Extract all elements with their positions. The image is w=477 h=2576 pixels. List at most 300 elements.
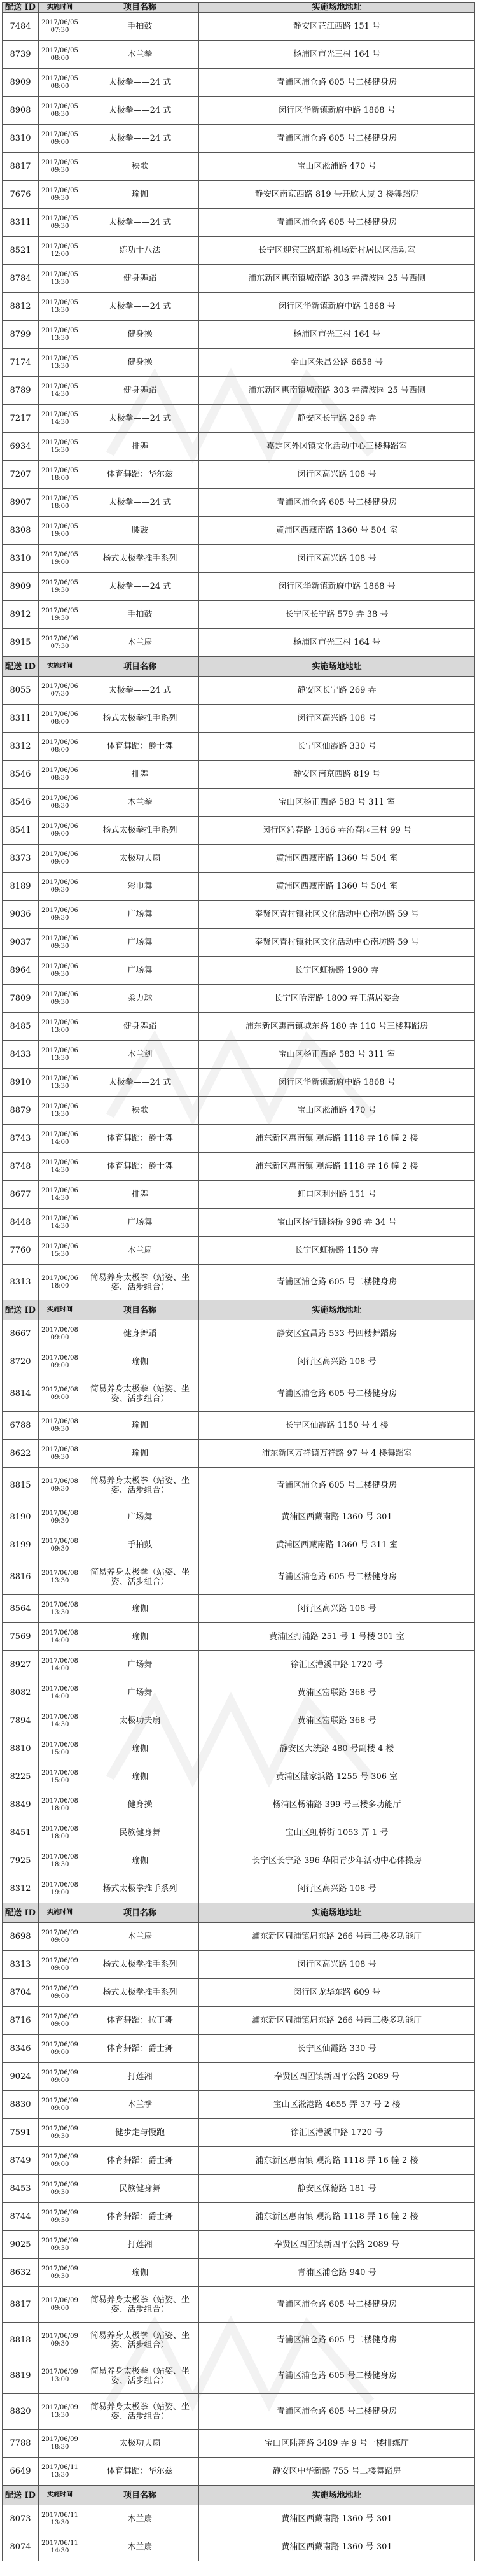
- table-row: [3, 125, 475, 153]
- cell-address: 实施场地地址: [199, 1300, 475, 1320]
- table-row: [3, 293, 475, 321]
- cell-item: 瑜伽: [81, 1763, 199, 1791]
- cell-address: 青浦区浦仓路 605 号二楼健身房: [199, 69, 475, 97]
- cell-id: 7207: [3, 461, 39, 489]
- cell-address: 长宁区仙霞路 330 号: [199, 733, 475, 761]
- table-row: [3, 1265, 475, 1300]
- table-row: [3, 1209, 475, 1237]
- cell-id: 8814: [3, 1376, 39, 1412]
- cell-address: 青浦区浦仓路 605 号二楼健身房: [199, 209, 475, 237]
- table-row: [3, 181, 475, 209]
- cell-id: 8074: [3, 2533, 39, 2561]
- cell-id: 8312: [3, 1875, 39, 1903]
- cell-id: 8546: [3, 761, 39, 789]
- cell-item: 木兰扇: [81, 2505, 199, 2533]
- cell-time: 2017/06/11 13:30: [39, 2458, 81, 2486]
- cell-address: 宝山区淞港路 4655 弄 37 号 2 楼: [199, 2091, 475, 2119]
- table-row: [3, 2533, 475, 2561]
- cell-id: 配送 ID: [3, 657, 39, 677]
- table-row: [3, 1041, 475, 1069]
- cell-time: 2017/06/05 19:00: [39, 545, 81, 573]
- cell-id: 8849: [3, 1791, 39, 1819]
- schedule-table: [2, 2, 475, 2561]
- cell-id: 8373: [3, 845, 39, 873]
- cell-id: 8564: [3, 1595, 39, 1623]
- cell-id: 8225: [3, 1763, 39, 1791]
- table-row: [3, 2035, 475, 2063]
- cell-address: 嘉定区外冈镇文化活动中心三楼舞蹈室: [199, 433, 475, 461]
- table-row: [3, 1412, 475, 1440]
- table-row: [3, 517, 475, 545]
- cell-address: 长宁区仙霞路 330 号: [199, 2035, 475, 2063]
- cell-id: 6788: [3, 1412, 39, 1440]
- cell-address: 奉贤区四团镇新四平公路 2089 号: [199, 2231, 475, 2259]
- table-row: [3, 545, 475, 573]
- cell-item: 简易养身太极拳（站姿、坐姿、活步组合）: [81, 1265, 199, 1300]
- cell-item: 健身操: [81, 321, 199, 349]
- cell-id: 8817: [3, 153, 39, 181]
- cell-time: 2017/06/06 07:30: [39, 629, 81, 657]
- cell-item: 简易养身太极拳（站姿、坐姿、活步组合）: [81, 1376, 199, 1412]
- cell-time: 2017/06/05 09:30: [39, 209, 81, 237]
- cell-item: 项目名称: [81, 1903, 199, 1923]
- cell-id: 8199: [3, 1531, 39, 1559]
- cell-item: 太极拳——24 式: [81, 1069, 199, 1097]
- cell-item: 木兰扇: [81, 1237, 199, 1265]
- cell-item: 简易养身太极拳（站姿、坐姿、活步组合）: [81, 1559, 199, 1595]
- table-row: [3, 2287, 475, 2323]
- cell-address: 青浦区浦仓路 605 号二楼健身房: [199, 2323, 475, 2358]
- cell-id: 8908: [3, 97, 39, 125]
- table-row: [3, 2259, 475, 2287]
- cell-time: 2017/06/06 13:30: [39, 1069, 81, 1097]
- cell-time: 2017/06/06 09:00: [39, 817, 81, 845]
- cell-item: 广场舞: [81, 929, 199, 957]
- cell-time: 2017/06/05 19:30: [39, 601, 81, 629]
- cell-time: 2017/06/09 13:00: [39, 2358, 81, 2394]
- cell-id: 7894: [3, 1707, 39, 1735]
- cell-address: 实施场地地址: [199, 657, 475, 677]
- cell-item: 排舞: [81, 761, 199, 789]
- cell-item: 杨式太极拳推手系列: [81, 1951, 199, 1979]
- table-row: [3, 69, 475, 97]
- cell-address: 青浦区浦仓路 605 号二楼健身房: [199, 2394, 475, 2430]
- cell-item: 木兰扇: [81, 1923, 199, 1951]
- table-row: [3, 1763, 475, 1791]
- cell-id: 7569: [3, 1623, 39, 1651]
- cell-item: 练功十八法: [81, 237, 199, 265]
- cell-time: 2017/06/06 14:30: [39, 1209, 81, 1237]
- table-row: [3, 1181, 475, 1209]
- cell-id: 8815: [3, 1468, 39, 1503]
- cell-id: 8907: [3, 489, 39, 517]
- cell-time: 2017/06/08 14:00: [39, 1651, 81, 1679]
- cell-id: 8667: [3, 1320, 39, 1348]
- cell-time: 2017/06/05 13:30: [39, 321, 81, 349]
- cell-item: 木兰扇: [81, 2533, 199, 2561]
- cell-item: 木兰拳: [81, 789, 199, 817]
- table-row: [3, 461, 475, 489]
- cell-time: 2017/06/06 14:30: [39, 1181, 81, 1209]
- cell-item: 木兰拳: [81, 2091, 199, 2119]
- cell-address: 宝山区陆翔路 3489 弄 9 号一楼排练厅: [199, 2430, 475, 2458]
- cell-item: 体育舞蹈：拉丁舞: [81, 2007, 199, 2035]
- cell-item: 广场舞: [81, 957, 199, 985]
- table-row: [3, 2091, 475, 2119]
- cell-address: 金山区朱昌公路 6658 号: [199, 349, 475, 377]
- cell-id: 8789: [3, 377, 39, 405]
- schedule-document: [2, 2, 475, 2561]
- cell-time: 2017/06/05 13:30: [39, 293, 81, 321]
- table-row: [3, 1559, 475, 1595]
- table-row: [3, 677, 475, 705]
- cell-item: 体育舞蹈：爵士舞: [81, 2035, 199, 2063]
- table-row: [3, 2147, 475, 2175]
- cell-item: 瑜伽: [81, 1412, 199, 1440]
- cell-time: 2017/06/08 09:00: [39, 1348, 81, 1376]
- cell-id: 8879: [3, 1097, 39, 1125]
- cell-id: 8082: [3, 1679, 39, 1707]
- cell-address: 宝山区淞浦路 470 号: [199, 1097, 475, 1125]
- cell-item: 简易养身太极拳（站姿、坐姿、活步组合）: [81, 2394, 199, 2430]
- table-row: [3, 1468, 475, 1503]
- cell-item: 木兰剑: [81, 1041, 199, 1069]
- cell-id: 8749: [3, 2147, 39, 2175]
- cell-id: 8819: [3, 2358, 39, 2394]
- table-row: [3, 1819, 475, 1847]
- cell-address: 黄浦区富联路 368 号: [199, 1707, 475, 1735]
- cell-id: 8310: [3, 545, 39, 573]
- cell-item: 排舞: [81, 1181, 199, 1209]
- cell-id: 8308: [3, 517, 39, 545]
- cell-item: 健身舞蹈: [81, 1013, 199, 1041]
- cell-id: 8910: [3, 1069, 39, 1097]
- table-row: [3, 629, 475, 657]
- cell-time: 2017/06/08 18:30: [39, 1847, 81, 1875]
- cell-address: 杨浦区市光三村 164 号: [199, 629, 475, 657]
- cell-address: 实施场地地址: [199, 2486, 475, 2505]
- cell-address: 青浦区浦仓路 605 号二楼健身房: [199, 125, 475, 153]
- cell-item: 彩巾舞: [81, 873, 199, 901]
- table-row: [3, 573, 475, 601]
- cell-address: 杨浦区市光三村 164 号: [199, 321, 475, 349]
- cell-address: 宝山区淞浦路 470 号: [199, 153, 475, 181]
- cell-item: 排舞: [81, 433, 199, 461]
- table-row: [3, 153, 475, 181]
- cell-address: 静安区南京西路 819 号: [199, 761, 475, 789]
- col-header-time: 实施时间: [39, 3, 81, 13]
- cell-time: 2017/06/11 14:30: [39, 2533, 81, 2561]
- cell-time: 2017/06/08 19:00: [39, 1875, 81, 1903]
- cell-address: 浦东新区周浦镇周东路 266 号南三楼多功能厅: [199, 1923, 475, 1951]
- table-row: [3, 1531, 475, 1559]
- table-row: [3, 377, 475, 405]
- cell-id: 8313: [3, 1951, 39, 1979]
- cell-address: 闵行区华新镇新府中路 1868 号: [199, 1069, 475, 1097]
- cell-id: 7484: [3, 13, 39, 41]
- cell-address: 黄浦区西藏南路 1360 号 504 室: [199, 845, 475, 873]
- cell-item: 健身舞蹈: [81, 1320, 199, 1348]
- cell-address: 浦东新区惠南镇 观海路 1118 弄 16 幢 2 楼: [199, 1153, 475, 1181]
- cell-item: 广场舞: [81, 1503, 199, 1531]
- cell-item: 柔力球: [81, 985, 199, 1013]
- cell-id: 9037: [3, 929, 39, 957]
- cell-item: 健身操: [81, 349, 199, 377]
- cell-id: 7925: [3, 1847, 39, 1875]
- cell-id: 8964: [3, 957, 39, 985]
- table-row: [3, 1923, 475, 1951]
- cell-address: 静安区保德路 181 号: [199, 2175, 475, 2203]
- cell-item: 体育舞蹈：爵士舞: [81, 733, 199, 761]
- col-header-item: 项目名称: [81, 3, 199, 13]
- cell-id: 7809: [3, 985, 39, 1013]
- cell-id: 8448: [3, 1209, 39, 1237]
- cell-time: 2017/06/08 09:00: [39, 1376, 81, 1412]
- cell-address: 闵行区高兴路 108 号: [199, 1595, 475, 1623]
- cell-time: 2017/06/05 18:00: [39, 489, 81, 517]
- cell-item: 腰鼓: [81, 517, 199, 545]
- table-row: [3, 1153, 475, 1181]
- cell-time: 2017/06/06 07:30: [39, 677, 81, 705]
- cell-time: 2017/06/06 13:00: [39, 1013, 81, 1041]
- cell-time: 2017/06/08 18:00: [39, 1791, 81, 1819]
- cell-address: 虹口区利州路 151 号: [199, 1181, 475, 1209]
- cell-address: 青浦区浦仓路 605 号二楼健身房: [199, 2358, 475, 2394]
- table-row: [3, 1237, 475, 1265]
- table-row: [3, 789, 475, 817]
- cell-address: 杨浦区市光三村 164 号: [199, 41, 475, 69]
- table-row: [3, 1651, 475, 1679]
- cell-address: 青浦区浦仓路 605 号二楼健身房: [199, 1376, 475, 1412]
- cell-time: 2017/06/08 14:00: [39, 1623, 81, 1651]
- cell-item: 杨式太极拳推手系列: [81, 817, 199, 845]
- cell-time: 2017/06/09 09:00: [39, 2063, 81, 2091]
- cell-id: 8190: [3, 1503, 39, 1531]
- cell-address: 奉贤区四团镇新四平公路 2089 号: [199, 2063, 475, 2091]
- cell-id: 6934: [3, 433, 39, 461]
- cell-id: 8189: [3, 873, 39, 901]
- cell-address: 实施场地地址: [199, 1903, 475, 1923]
- cell-time: 2017/06/09 09:00: [39, 1923, 81, 1951]
- cell-id: 8433: [3, 1041, 39, 1069]
- cell-item: 体育舞蹈：爵士舞: [81, 1153, 199, 1181]
- cell-time: 2017/06/06 08:30: [39, 789, 81, 817]
- table-row: [3, 873, 475, 901]
- cell-time: 实施时间: [39, 1300, 81, 1320]
- table-row: [3, 2119, 475, 2147]
- cell-id: 8346: [3, 2035, 39, 2063]
- cell-time: 2017/06/06 09:30: [39, 957, 81, 985]
- cell-item: 手拍鼓: [81, 1531, 199, 1559]
- table-row: [3, 1125, 475, 1153]
- table-header-row: [3, 3, 475, 13]
- cell-item: 健身操: [81, 1791, 199, 1819]
- table-row: [3, 1069, 475, 1097]
- cell-time: 2017/06/05 18:00: [39, 461, 81, 489]
- cell-address: 静安区宜昌路 533 号四楼舞蹈房: [199, 1320, 475, 1348]
- cell-time: 2017/06/06 09:00: [39, 845, 81, 873]
- cell-item: 瑜伽: [81, 1735, 199, 1763]
- cell-time: 2017/06/05 13:30: [39, 265, 81, 293]
- cell-id: 8622: [3, 1440, 39, 1468]
- cell-time: 2017/06/09 09:30: [39, 2175, 81, 2203]
- cell-item: 简易养身太极拳（站姿、坐姿、活步组合）: [81, 1468, 199, 1503]
- table-row: [3, 1979, 475, 2007]
- cell-id: 8677: [3, 1181, 39, 1209]
- cell-item: 项目名称: [81, 1300, 199, 1320]
- table-row: [3, 1595, 475, 1623]
- cell-id: 7788: [3, 2430, 39, 2458]
- cell-time: 2017/06/06 13:30: [39, 1097, 81, 1125]
- cell-id: 8927: [3, 1651, 39, 1679]
- cell-address: 黄浦区西藏南路 1360 号 301: [199, 2505, 475, 2533]
- cell-item: 杨式太极拳推手系列: [81, 1875, 199, 1903]
- table-row: [3, 2458, 475, 2486]
- cell-time: 2017/06/08 15:00: [39, 1763, 81, 1791]
- cell-address: 黄浦区西藏南路 1360 号 311 室: [199, 1531, 475, 1559]
- table-row: [3, 209, 475, 237]
- table-header-row: [3, 1300, 475, 1320]
- cell-id: 8312: [3, 733, 39, 761]
- cell-item: 体育舞蹈：爵士舞: [81, 1125, 199, 1153]
- cell-time: 2017/06/08 09:30: [39, 1440, 81, 1468]
- cell-time: 2017/06/09 09:00: [39, 2147, 81, 2175]
- cell-address: 闵行区高兴路 108 号: [199, 1875, 475, 1903]
- table-row: [3, 2063, 475, 2091]
- cell-item: 广场舞: [81, 1651, 199, 1679]
- table-row: [3, 1735, 475, 1763]
- cell-id: 8632: [3, 2259, 39, 2287]
- cell-item: 杨式太极拳推手系列: [81, 705, 199, 733]
- cell-time: 2017/06/05 07:30: [39, 13, 81, 41]
- cell-time: 2017/06/06 18:00: [39, 1265, 81, 1300]
- cell-address: 黄浦区西藏南路 1360 号 301: [199, 1503, 475, 1531]
- cell-time: 2017/06/08 13:30: [39, 1595, 81, 1623]
- table-row: [3, 601, 475, 629]
- cell-item: 瑜伽: [81, 1847, 199, 1875]
- cell-id: 8830: [3, 2091, 39, 2119]
- cell-item: 健身舞蹈: [81, 377, 199, 405]
- cell-time: 2017/06/06 14:00: [39, 1125, 81, 1153]
- cell-item: 太极拳——24 式: [81, 209, 199, 237]
- cell-id: 8743: [3, 1125, 39, 1153]
- cell-id: 配送 ID: [3, 2486, 39, 2505]
- table-row: [3, 1951, 475, 1979]
- cell-address: 闵行区高兴路 108 号: [199, 705, 475, 733]
- cell-time: 2017/06/05 13:30: [39, 349, 81, 377]
- cell-time: 2017/06/08 14:00: [39, 1679, 81, 1707]
- cell-id: 8820: [3, 2394, 39, 2430]
- cell-address: 浦东新区周浦镇周东路 266 号南三楼多功能厅: [199, 2007, 475, 2035]
- cell-id: 8799: [3, 321, 39, 349]
- cell-id: 7217: [3, 405, 39, 433]
- table-row: [3, 237, 475, 265]
- cell-id: 8784: [3, 265, 39, 293]
- cell-item: 瑜伽: [81, 181, 199, 209]
- cell-address: 青浦区浦仓路 605 号二楼健身房: [199, 1265, 475, 1300]
- cell-item: 体育舞蹈：爵士舞: [81, 2203, 199, 2231]
- table-row: [3, 705, 475, 733]
- cell-id: 8698: [3, 1923, 39, 1951]
- cell-address: 奉贤区青村镇社区文化活动中心南坊路 59 号: [199, 901, 475, 929]
- cell-time: 2017/06/11 13:30: [39, 2505, 81, 2533]
- cell-address: 静安区长宁路 269 弄: [199, 405, 475, 433]
- cell-item: 广场舞: [81, 1209, 199, 1237]
- cell-item: 瑜伽: [81, 1623, 199, 1651]
- cell-id: 8812: [3, 293, 39, 321]
- cell-time: 2017/06/08 09:30: [39, 1412, 81, 1440]
- table-row: [3, 2430, 475, 2458]
- table-row: [3, 845, 475, 873]
- cell-address: 静安区中华新路 755 号二楼舞蹈房: [199, 2458, 475, 2486]
- cell-time: 2017/06/05 09:00: [39, 125, 81, 153]
- cell-address: 静安区大统路 480 号副楼 4 楼: [199, 1735, 475, 1763]
- cell-address: 浦东新区惠南镇 观海路 1118 弄 16 幢 2 楼: [199, 2203, 475, 2231]
- cell-time: 2017/06/09 09:30: [39, 2119, 81, 2147]
- cell-address: 闵行区沁春路 1366 弄沁春园三村 99 号: [199, 817, 475, 845]
- cell-time: 2017/06/06 09:30: [39, 929, 81, 957]
- cell-time: 2017/06/09 09:30: [39, 2203, 81, 2231]
- schedule-table-body: [3, 3, 475, 2561]
- cell-time: 2017/06/09 09:00: [39, 2035, 81, 2063]
- cell-time: 实施时间: [39, 1903, 81, 1923]
- cell-item: 秧歌: [81, 1097, 199, 1125]
- table-row: [3, 41, 475, 69]
- cell-item: 简易养身太极拳（站姿、坐姿、活步组合）: [81, 2323, 199, 2358]
- cell-time: 2017/06/06 15:30: [39, 1237, 81, 1265]
- table-row: [3, 1679, 475, 1707]
- cell-id: 8485: [3, 1013, 39, 1041]
- table-row: [3, 1623, 475, 1651]
- cell-time: 2017/06/06 08:30: [39, 761, 81, 789]
- cell-address: 黄浦区富联路 368 号: [199, 1679, 475, 1707]
- cell-item: 广场舞: [81, 901, 199, 929]
- cell-address: 浦东新区惠南镇城东路 180 弄 110 号三楼舞蹈房: [199, 1013, 475, 1041]
- cell-address: 长宁区仙霞路 1150 号 4 楼: [199, 1412, 475, 1440]
- cell-time: 2017/06/05 09:30: [39, 181, 81, 209]
- cell-time: 2017/06/08 15:00: [39, 1735, 81, 1763]
- cell-id: 8313: [3, 1265, 39, 1300]
- cell-id: 8816: [3, 1559, 39, 1595]
- cell-time: 2017/06/06 08:00: [39, 705, 81, 733]
- cell-address: 闵行区高兴路 108 号: [199, 1348, 475, 1376]
- cell-time: 2017/06/09 09:00: [39, 1979, 81, 2007]
- cell-time: 2017/06/09 09:00: [39, 2091, 81, 2119]
- cell-address: 青浦区浦仓路 605 号二楼健身房: [199, 489, 475, 517]
- cell-item: 太极功夫扇: [81, 845, 199, 873]
- cell-time: 2017/06/08 14:30: [39, 1707, 81, 1735]
- cell-id: 8818: [3, 2323, 39, 2358]
- table-row: [3, 1875, 475, 1903]
- cell-address: 宝山区杨正西路 583 号 311 室: [199, 1041, 475, 1069]
- cell-item: 太极拳——24 式: [81, 125, 199, 153]
- cell-time: 2017/06/05 14:30: [39, 377, 81, 405]
- cell-id: 8055: [3, 677, 39, 705]
- cell-item: 瑜伽: [81, 1595, 199, 1623]
- cell-item: 太极拳——24 式: [81, 293, 199, 321]
- table-row: [3, 761, 475, 789]
- cell-id: 8716: [3, 2007, 39, 2035]
- cell-item: 打莲湘: [81, 2231, 199, 2259]
- table-row: [3, 321, 475, 349]
- cell-id: 8810: [3, 1735, 39, 1763]
- cell-item: 太极功夫扇: [81, 2430, 199, 2458]
- cell-address: 徐汇区漕溪中路 1720 号: [199, 1651, 475, 1679]
- table-row: [3, 1847, 475, 1875]
- table-row: [3, 13, 475, 41]
- cell-id: 8073: [3, 2505, 39, 2533]
- cell-time: 2017/06/06 09:30: [39, 873, 81, 901]
